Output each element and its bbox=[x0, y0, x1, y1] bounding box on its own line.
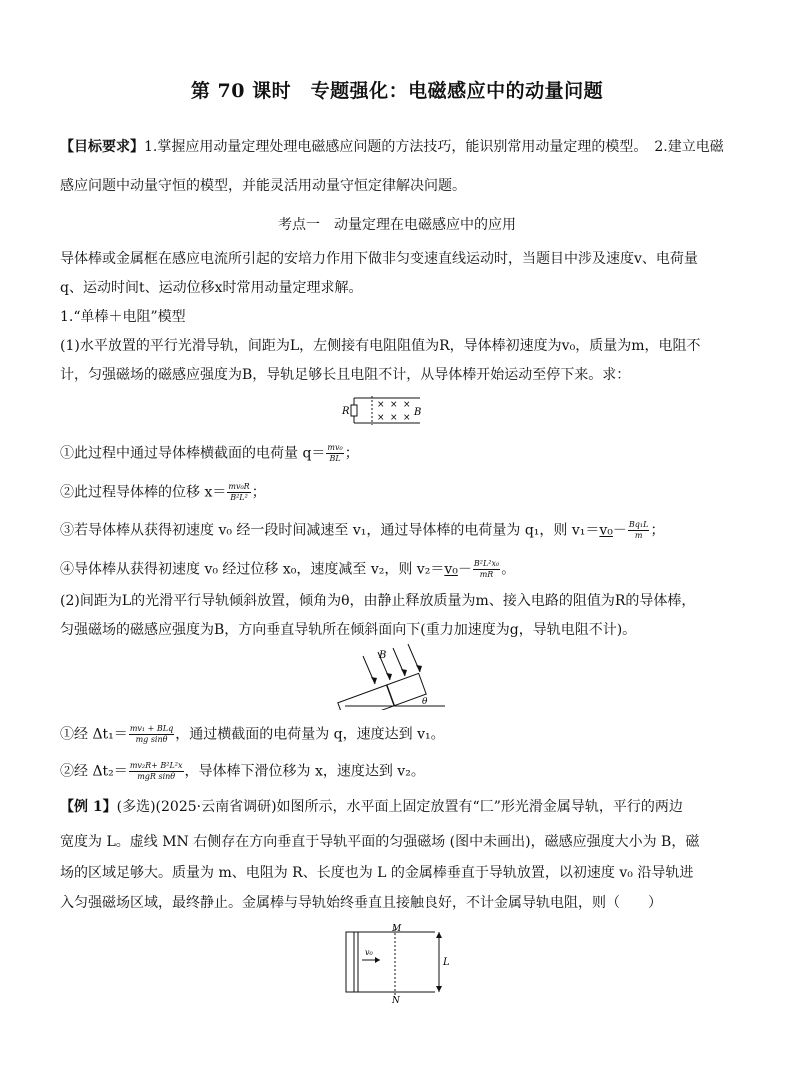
item-6 bbox=[60, 761, 425, 782]
fig1-field-x: × bbox=[403, 413, 411, 423]
intro-line-2: q、运动时间t、运动位移x时常用动量定理求解。 bbox=[60, 280, 363, 296]
item-3 bbox=[60, 520, 664, 541]
example-text-1: (多选)(2025·云南省调研)如图所示，水平面上固定放置有“匚”形光滑金属导轨，平行的两边 bbox=[116, 799, 683, 815]
model-p1-line-1: (1)水平放置的平行光滑导轨，间距为L，左侧接有电阻阻值为R，导体棒初速度为v₀，质量为m，电阻不 bbox=[60, 338, 701, 354]
item-6-fraction bbox=[129, 761, 184, 782]
item-3-text: ③若导体棒从获得初速度 v₀ 经一段时间减速至 v₁，通过导体棒的电荷量为 q₁，则 v₁＝ bbox=[60, 522, 600, 539]
item-4-num: B²L²x₀ bbox=[473, 559, 500, 568]
item-3-lead: v₀ bbox=[599, 522, 613, 539]
example-line-4: 入匀强磁场区域，最终静止。金属棒与导轨始终垂直且接触良好，不计金属导轨电阻，则（ ） bbox=[60, 895, 662, 911]
model-p1-line-2: 计，匀强磁场的磁感应强度为B，导轨足够长且电阻不计，从导体棒开始运动至停下来。求： bbox=[60, 367, 631, 383]
item-2-den: B²L² bbox=[230, 493, 248, 502]
item-4-lead: v₀ bbox=[444, 561, 458, 578]
model-p2-line-1: (2)间距为L的光滑平行导轨倾斜放置，倾角为θ，由静止释放质量为m、接入电路的阻值为R的导体棒， bbox=[60, 593, 696, 609]
item-1-suffix: ； bbox=[344, 445, 359, 462]
incline-figure bbox=[335, 644, 455, 710]
item-6-den: mgR sinθ bbox=[137, 772, 176, 781]
item-2-suffix: ； bbox=[251, 484, 266, 501]
item-4-fraction bbox=[473, 559, 500, 580]
item-1 bbox=[60, 443, 359, 464]
goal-label: 【目标要求】 bbox=[60, 139, 144, 155]
item-1-text: ①此过程中通过导体棒横截面的电荷量 q＝ bbox=[60, 445, 326, 462]
item-2-text: ②此过程导体棒的位移 x＝ bbox=[60, 484, 227, 501]
goal-line-2: 感应问题中动量守恒的模型，并能灵活用动量守恒定律解决问题。 bbox=[60, 178, 466, 194]
item-4-text: ④导体棒从获得初速度 v₀ 经过位移 x₀，速度减至 v₂，则 v₂＝ bbox=[60, 561, 445, 578]
item-3-suffix: ； bbox=[650, 522, 665, 539]
fig1-field-x: × bbox=[390, 413, 398, 423]
intro-line-1: 导体棒或金属框在感应电流所引起的安培力作用下做非匀变速直线运动时，当题目中涉及速度v、电荷量 bbox=[60, 251, 698, 267]
example-line-3: 场的区域足够大。质量为 m、电阻为 R、长度也为 L 的金属棒垂直于导轨放置，以初速度 v₀ 沿导轨进 bbox=[60, 865, 694, 881]
item-6-num: mv₂R+ B²L²x bbox=[129, 761, 183, 770]
item-3-fraction bbox=[628, 520, 650, 541]
example-line-2: 宽度为 L。虚线 MN 右侧存在方向垂直于导轨平面的匀强磁场 (图中未画出)，磁感应强度大小为 B，磁 bbox=[60, 834, 700, 850]
item-5-suffix: ，通过横截面的电荷量为 q，速度达到 v₁。 bbox=[175, 726, 445, 743]
model-heading: 1.“单棒＋电阻”模型 bbox=[60, 309, 186, 325]
item-4-suffix: 。 bbox=[501, 561, 516, 578]
u-rail-figure bbox=[340, 922, 460, 1004]
item-6-text: ②经 Δt₂＝ bbox=[60, 763, 128, 780]
item-5-den: mg sinθ bbox=[135, 735, 168, 744]
model-p2-line-2: 匀强磁场的磁感应强度为B，方向垂直导轨所在倾斜面向下(重力加速度为g，导轨电阻不计)。 bbox=[60, 622, 637, 638]
item-3-num: Bq₁L bbox=[628, 520, 649, 529]
item-5-num: mv₁ + BLq bbox=[129, 724, 174, 733]
item-5 bbox=[60, 724, 445, 745]
item-4-den: mR bbox=[479, 570, 494, 579]
fig3-v-label: v₀ bbox=[365, 948, 373, 957]
item-2-num: mv₀R bbox=[228, 482, 250, 491]
example-label: 【例 1】 bbox=[60, 799, 117, 815]
example-line-1 bbox=[60, 797, 683, 817]
fig1-field-x: × bbox=[377, 413, 385, 423]
item-5-text: ①经 Δt₁＝ bbox=[60, 726, 128, 743]
fig3-m-label: M bbox=[392, 924, 402, 934]
item-3-minus: － bbox=[612, 522, 627, 539]
item-1-num: mv₀ bbox=[327, 443, 343, 452]
fig3-n-label: N bbox=[392, 996, 400, 1004]
rail-resistor-figure bbox=[340, 393, 440, 429]
item-2 bbox=[60, 482, 266, 503]
section-heading: 考点一 动量定理在电磁感应中的应用 bbox=[278, 217, 516, 233]
item-1-den: BL bbox=[329, 454, 341, 463]
item-3-den: m bbox=[634, 531, 643, 540]
fig2-theta-label: θ bbox=[422, 697, 428, 707]
goal-text-1: 1.掌握应用动量定理处理电磁感应问题的方法技巧，能识别常用动量定理的模型。 2.建立电磁 bbox=[144, 139, 724, 155]
fig1-b-label: B bbox=[414, 407, 422, 418]
page-title: 第 70 课时 专题强化：电磁感应中的动量问题 bbox=[190, 80, 604, 102]
item-2-fraction bbox=[227, 482, 250, 503]
fig1-r-label: R bbox=[342, 406, 350, 417]
fig1-field-x: × bbox=[403, 400, 411, 410]
item-4-minus: － bbox=[457, 561, 472, 578]
fig1-field-x: × bbox=[377, 400, 385, 410]
item-6-suffix: ，导体棒下滑位移为 x，速度达到 v₂。 bbox=[184, 763, 425, 780]
item-5-fraction bbox=[129, 724, 174, 745]
goal-line-1 bbox=[60, 137, 724, 157]
fig1-field-x: × bbox=[390, 400, 398, 410]
item-1-fraction bbox=[326, 443, 343, 464]
fig2-b-label: B bbox=[379, 650, 387, 661]
item-4 bbox=[60, 559, 515, 580]
fig3-l-label: L bbox=[443, 957, 450, 968]
